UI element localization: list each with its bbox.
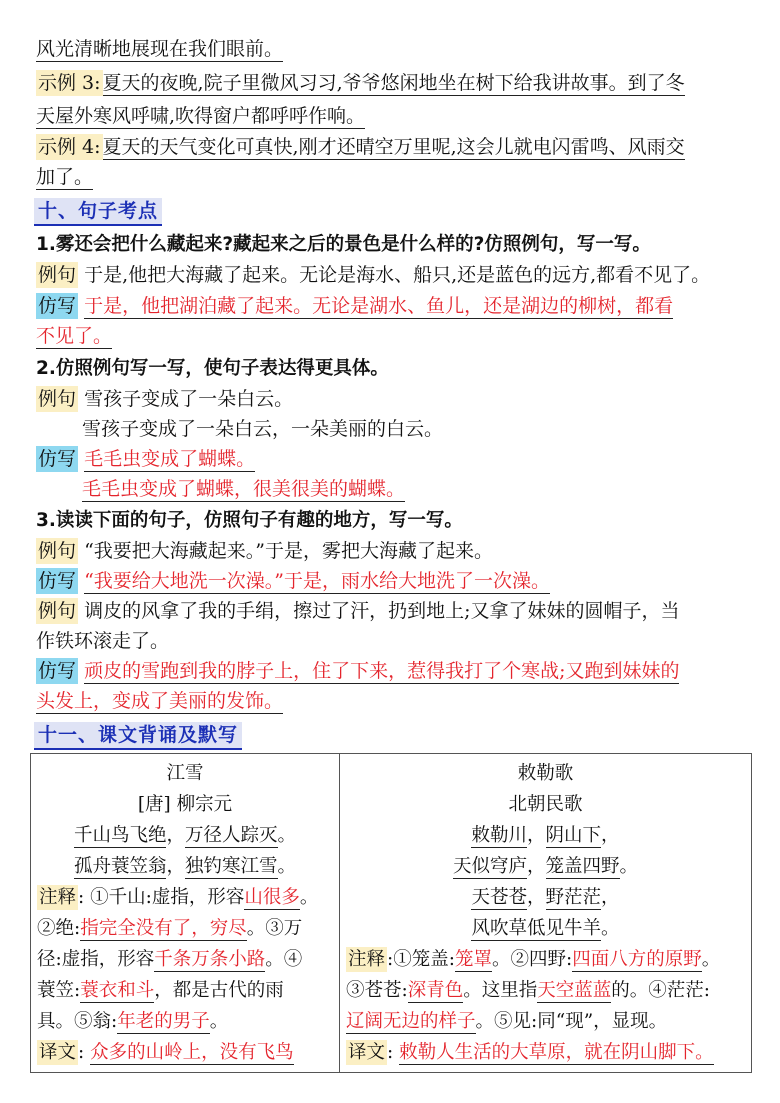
poem-author: 北朝民歌 [508, 794, 583, 815]
note-text: 径:虚指，形容 [37, 949, 155, 970]
example-4-cont [36, 164, 93, 190]
example-text: 于是,他把大海藏了起来。无论是海水、船只,还是蓝色的远方,都看不见了。 [84, 264, 711, 286]
q3-answer-2-cont [36, 688, 283, 714]
q3-answer-1 [36, 568, 550, 594]
verse: 千山鸟飞绝 [73, 825, 167, 846]
note-text: 。⑤见:同“现”，显现。 [475, 1011, 668, 1032]
poem-line: 风吹草低见牛羊。 [471, 918, 620, 939]
poem-line: 天苍苍，野茫茫， [471, 887, 620, 908]
poem-author: [唐] 柳宗元 [137, 794, 233, 815]
example-text: 夏天的天气变化可真快,刚才还晴空万里呢,这会儿就电闪雷鸣、风雨交 [102, 136, 685, 158]
note-answer: 指完全没有了，穷尽 [80, 918, 247, 939]
example-label: 例句 [38, 388, 77, 410]
poem-notes: 注释 :①笼盖:笼罩。②四野:四面八方的原野。 ③苍苍:深青色。这里指天空蓝蓝的。④茫茫: 辽阔无边的样子。⑤见:同“现”，显现。 [346, 949, 721, 1032]
poem-jiangxue [31, 754, 340, 1073]
q1-answer-cont [36, 323, 112, 349]
note-text: ，都是古代的雨 [154, 980, 284, 1001]
question-1: 1.雾还会把什么藏起来?藏起来之后的景色是什么样的?仿照例句，写一写。 [36, 234, 651, 255]
answer-text: 头发上，变成了美丽的发饰。 [36, 690, 284, 712]
answer-label: 仿写 [38, 295, 77, 317]
example-text: 夏天的夜晚,院子里微风习习,爷爷悠闲地坐在树下给我讲故事。到了冬 [102, 72, 685, 94]
note-text: 。这里指 [463, 980, 538, 1001]
note-text: ②绝: [37, 918, 81, 939]
example-label: 示例 3: [38, 72, 101, 94]
poem-line: 敕勒川，阴山下， [471, 825, 620, 846]
translation-text: 众多的山岭上，没有飞鸟 [90, 1042, 294, 1063]
note-text: 。③万 [246, 918, 303, 939]
q2-example-cont: 雪孩子变成了一朵白云，一朵美丽的白云。 [82, 418, 444, 440]
verse: 天苍苍 [471, 887, 527, 908]
question-2: 2.仿照例句写一写，使句子表达得更具体。 [36, 358, 389, 379]
poem-translation: 译文 : 众多的山岭上，没有飞鸟 [39, 1042, 294, 1063]
section-heading-11: 十一、课文背诵及默写 [34, 722, 242, 750]
answer-text: 于是，他把湖泊藏了起来。无论是湖水、鱼儿，还是湖边的柳树，都看 [84, 295, 674, 317]
note-text: 具。⑤翁: [37, 1011, 118, 1032]
answer-text: 毛毛虫变成了蝴蝶。 [84, 448, 256, 470]
q2-example [36, 386, 293, 412]
answer-label: 仿写 [38, 570, 77, 592]
translation-text: 敕勒人生活的大草原，就在阴山脚下。 [399, 1042, 714, 1063]
verse: 笼盖四野 [545, 856, 620, 877]
example-4 [36, 134, 685, 160]
example-label: 例句 [38, 264, 77, 286]
poem-title: 敕勒歌 [517, 763, 574, 784]
poems-table [30, 753, 752, 1073]
section-heading-10: 十、句子考点 [34, 198, 162, 226]
answer-label: 仿写 [38, 448, 77, 470]
note-text: 的。④茫茫: [611, 980, 711, 1001]
example-text: 加了。 [36, 166, 94, 188]
poem-line: 孤舟蓑笠翁，独钓寒江雪。 [73, 856, 297, 877]
translation-label: 译文 [39, 1042, 77, 1063]
note-answer: 年老的男子 [117, 1011, 210, 1032]
q3-example-1 [36, 538, 493, 564]
example-text: 调皮的风拿了我的手绢，擦过了汗，扔到地上;又拿了妹妹的圆帽子，当 [84, 600, 680, 622]
verse: 独钓寒江雪 [185, 856, 278, 877]
example-label: 例句 [38, 540, 77, 562]
example-text: 雪孩子变成了一朵白云。 [84, 388, 294, 410]
underlined-text: 风光清晰地展现在我们眼前。 [36, 38, 284, 60]
answer-text: 顽皮的雪跑到我的脖子上，住了下来，惹得我打了个寒战;又跑到妹妹的 [84, 660, 680, 682]
note-text: ③苍苍: [346, 980, 408, 1001]
q3-example-2 [36, 598, 679, 624]
q1-example [36, 262, 710, 288]
example-3-cont [36, 103, 365, 129]
answer-text: 不见了。 [36, 325, 113, 347]
example-label: 示例 4: [38, 136, 101, 158]
notes-label: 注释 [39, 887, 77, 908]
q3-answer-2 [36, 658, 679, 684]
verse: 野茫茫 [545, 887, 602, 908]
verse: 万径人踪灭 [185, 825, 278, 846]
q1-answer [36, 293, 673, 319]
q2-answer [36, 446, 255, 472]
q3-example-2-cont: 作铁环滚走了。 [36, 630, 170, 652]
answer-text: “我要给大地洗一次澡。”于是，雨水给大地洗了一次澡。 [84, 570, 550, 592]
note-answer: 天空蓝蓝 [537, 980, 612, 1001]
note-answer: 山很多 [244, 887, 300, 908]
note-answer: 辽阔无边的样子 [346, 1011, 476, 1032]
translation-label: 译文 [348, 1042, 386, 1063]
verse: 阴山下 [545, 825, 602, 846]
verse: 风吹草低见牛羊 [471, 918, 601, 939]
example-3 [36, 70, 685, 96]
note-text: :①笼盖: [387, 949, 455, 970]
answer-label: 仿写 [38, 660, 77, 682]
verse: 天似穹庐 [452, 856, 527, 877]
note-answer: 四面八方的原野 [572, 949, 702, 970]
note-text: 。④ [265, 949, 303, 970]
poem-title: 江雪 [166, 763, 204, 784]
verse: 孤舟蓑笠翁 [73, 856, 167, 877]
verse: 敕勒川 [471, 825, 527, 846]
q2-answer-cont [82, 476, 405, 502]
poem-line: 千山鸟飞绝，万径人踪灭。 [73, 825, 297, 846]
note-text: 。②四野: [492, 949, 573, 970]
text-line [36, 36, 283, 62]
notes-label: 注释 [348, 949, 386, 970]
poem-chilege [340, 754, 752, 1073]
note-text: : ①千山:虚指，形容 [78, 887, 245, 908]
example-text: 天屋外寒风呼啸,吹得窗户都呼呼作响。 [36, 105, 366, 127]
note-text: 蓑笠: [37, 980, 81, 1001]
example-label: 例句 [38, 600, 77, 622]
note-answer: 蓑衣和斗 [80, 980, 155, 1001]
note-answer: 笼罩 [454, 949, 492, 970]
poem-line: 天似穹庐，笼盖四野。 [452, 856, 639, 877]
answer-text: 毛毛虫变成了蝴蝶，很美很美的蝴蝶。 [82, 478, 406, 500]
question-3: 3.读读下面的句子，仿照句子有趣的地方，写一写。 [36, 510, 463, 531]
note-answer: 深青色 [407, 980, 464, 1001]
poem-notes: 注释 : ①千山:虚指，形容山很多。 ②绝:指完全没有了，穷尽。③万 径:虚指，形容千条万条小路。④ 蓑笠:蓑衣和斗，都是古代的雨 具。⑤翁:年老的男子。 [37, 887, 319, 1032]
poem-translation: 译文 : 敕勒人生活的大草原，就在阴山脚下。 [348, 1042, 714, 1063]
note-answer: 千条万条小路 [154, 949, 266, 970]
example-text: “我要把大海藏起来。”于是，雾把大海藏了起来。 [84, 540, 493, 562]
